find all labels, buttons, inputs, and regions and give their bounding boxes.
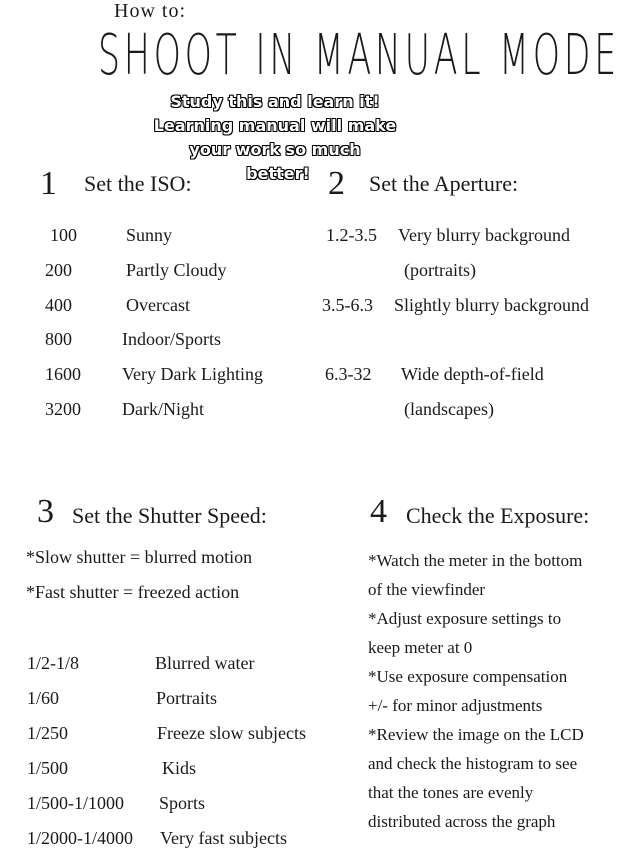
aperture-section-number: 2 (328, 165, 345, 202)
aperture-label: Slightly blurry background (394, 295, 589, 315)
how-to-label: How to: (114, 0, 186, 22)
shutter-label: Sports (159, 793, 206, 813)
shutter-label: Portraits (156, 688, 217, 708)
exposure-line: *Review the image on the LCD (368, 725, 584, 744)
shutter-label: Very fast subjects (160, 828, 287, 848)
aperture-label-note: (landscapes) (404, 399, 494, 419)
exposure-section-number: 4 (370, 493, 387, 530)
exposure-line: and check the histogram to see (368, 754, 578, 773)
iso-label: Partly Cloudy (126, 260, 227, 280)
exposure-line: that the tones are evenly (368, 783, 534, 802)
iso-value: 200 (45, 260, 72, 280)
exposure-section-title: Check the Exposure: (406, 503, 590, 528)
iso-label: Dark/Night (122, 399, 204, 419)
exposure-line: distributed across the graph (368, 812, 556, 831)
iso-value: 1600 (45, 364, 81, 384)
aperture-value: 1.2-3.5 (326, 225, 377, 245)
iso-label: Very Dark Lighting (122, 364, 263, 384)
exposure-line: *Use exposure compensation (368, 667, 568, 686)
aperture-label: Very blurry background (398, 225, 570, 245)
iso-section-title: Set the ISO: (84, 171, 192, 196)
aperture-value: 6.3-32 (325, 364, 372, 384)
shutter-value: 1/2-1/8 (27, 653, 79, 673)
shutter-label: Kids (162, 758, 197, 778)
aperture-label: Wide depth-of-field (401, 364, 544, 384)
shutter-section-number: 3 (37, 493, 54, 530)
shutter-note: *Slow shutter = blurred motion (26, 547, 253, 567)
exposure-line: *Adjust exposure settings to (368, 609, 562, 628)
shutter-section-title: Set the Shutter Speed: (72, 503, 267, 528)
iso-label: Overcast (126, 295, 190, 315)
aperture-value: 3.5-6.3 (322, 295, 373, 315)
iso-label: Indoor/Sports (122, 329, 221, 349)
aperture-label-note: (portraits) (404, 260, 476, 280)
iso-value: 400 (45, 295, 72, 315)
shutter-label: Blurred water (155, 653, 255, 673)
page-title: SHOOT IN MANUAL MODE (98, 23, 620, 88)
exposure-line: of the viewfinder (368, 580, 486, 599)
shutter-value: 1/500-1/1000 (27, 793, 124, 813)
exposure-line: keep meter at 0 (368, 638, 473, 657)
exposure-instructions (368, 546, 636, 836)
iso-section-number: 1 (40, 165, 57, 202)
shutter-value: 1/250 (27, 723, 69, 743)
overlay-line-3: your work so much (189, 140, 361, 159)
shutter-value: 1/500 (27, 758, 69, 778)
iso-label: Sunny (126, 225, 173, 245)
shutter-value: 1/2000-1/4000 (27, 828, 133, 848)
iso-value: 800 (45, 329, 72, 349)
aperture-section-title: Set the Aperture: (369, 171, 519, 196)
overlay-line-2: Learning manual will make (153, 116, 397, 135)
iso-value: 100 (50, 225, 77, 245)
exposure-line: +/- for minor adjustments (368, 696, 543, 715)
overlay-line-4: better! (246, 164, 310, 183)
shutter-note: *Fast shutter = freezed action (26, 582, 240, 602)
shutter-value: 1/60 (27, 688, 60, 708)
overlay-line-1: Study this and learn it! (170, 92, 380, 111)
iso-value: 3200 (45, 399, 81, 419)
shutter-label: Freeze slow subjects (157, 723, 306, 743)
exposure-line: *Watch the meter in the bottom (368, 551, 583, 570)
